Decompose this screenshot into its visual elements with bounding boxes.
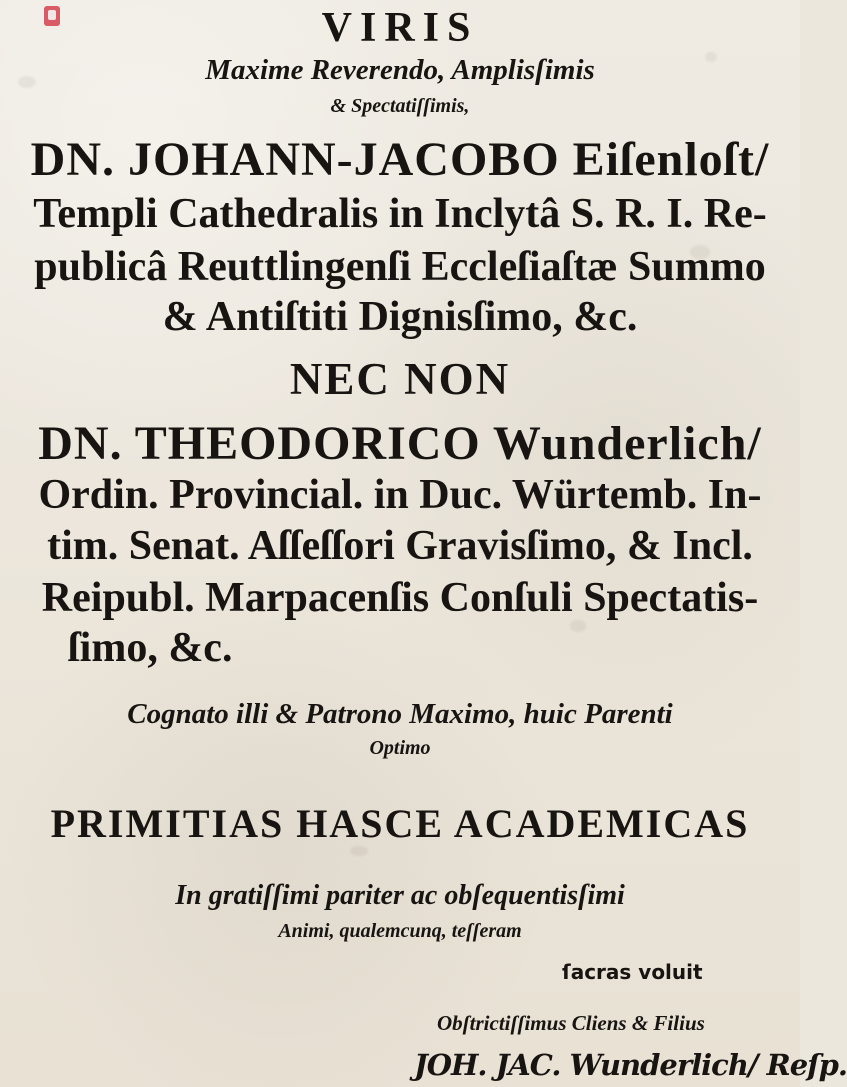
dedication-line: Cognato illi & Patrono Maximo, huic Parenti xyxy=(127,698,673,730)
ink-blot xyxy=(570,620,586,632)
text-line-1: Templi Cathedralis in Inclytâ S. R. I. Re- xyxy=(33,191,767,237)
salutation-line: Maxime Reverendo, Amplisſimis xyxy=(205,54,595,86)
signature-subline: Obſtrictiſſimus Cliens & Filius xyxy=(437,1011,705,1035)
closing-line-1: In gratiſſimi pariter ac obſequentisſimi xyxy=(175,880,625,911)
closing-line-2: Animi, qualemcunq, teſſeram xyxy=(278,920,522,942)
signature-line: JOH. JAC. Wunderlich/ Reſp. xyxy=(414,1048,847,1082)
text-line-4: Ordin. Provincial. in Duc. Würtemb. In- xyxy=(38,472,762,518)
salutation-subline: & Spectatiſſimis, xyxy=(330,95,470,117)
title-line-viris: VIRIS xyxy=(321,5,479,51)
nec-non-line: NEC NON xyxy=(289,354,511,404)
dedication-subline: Optimo xyxy=(369,737,431,759)
primitias-line: PRIMITIAS HASCE ACADEMICAS xyxy=(50,801,750,846)
closing-line-3: ſacras voluit xyxy=(562,960,703,984)
ink-blot xyxy=(350,846,368,856)
name-line-johann-jacobo: DN. JOHANN-JACOBO Eiſenloſt/ xyxy=(30,133,770,186)
name-line-theodorico: DN. THEODORICO Wunderlich/ xyxy=(38,417,762,470)
text-line-2: publicâ Reuttlingenſi Eccleſiaſtæ Summo xyxy=(34,244,766,290)
text-line-7: ſimo, &c. xyxy=(68,625,233,671)
text-line-6: Reipubl. Marpacenſis Conſuli Spectatis- xyxy=(41,575,759,621)
text-line-3: & Antiſtiti Dignisſimo, &c. xyxy=(162,294,638,340)
text-line-5: tim. Senat. Aſſeſſori Gravisſimo, & Incl. xyxy=(47,523,753,569)
